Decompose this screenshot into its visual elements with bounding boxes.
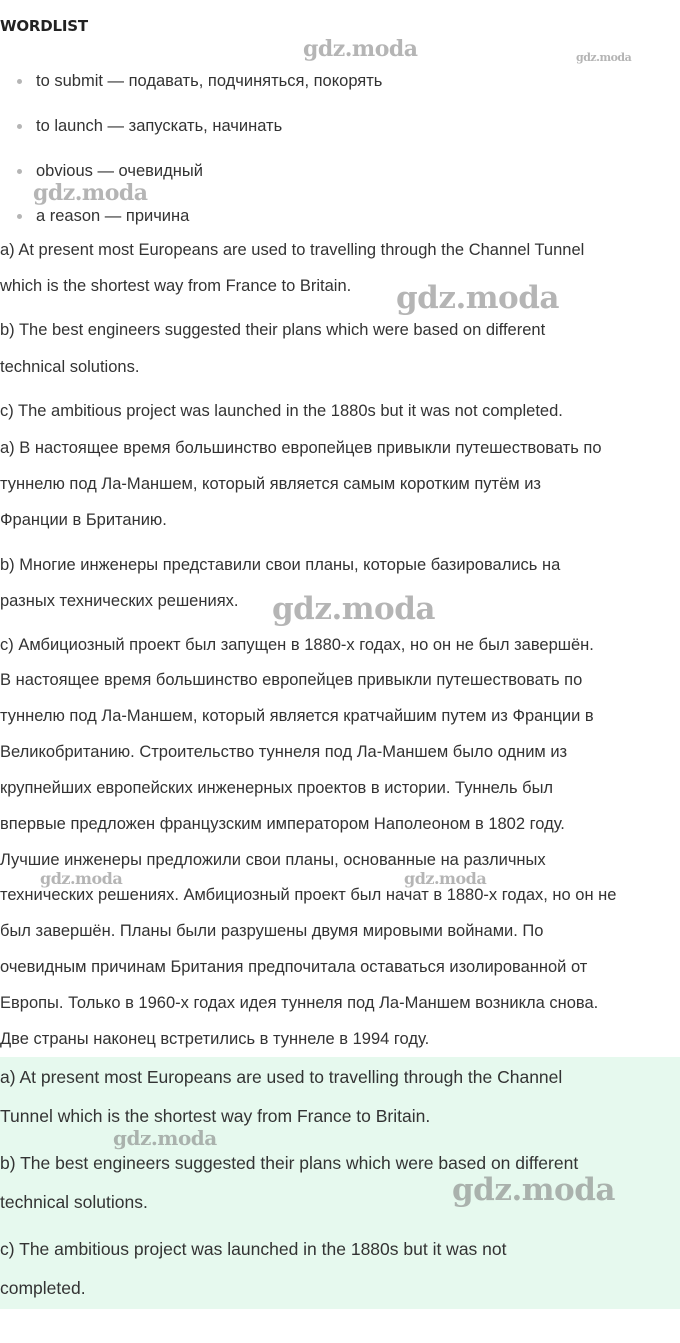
text-line: туннелю под Ла-Маншем, который является самым коротким путём из: [0, 475, 541, 494]
text-line: очевидным причинам Британия предпочитала оставаться изолированной от: [0, 958, 588, 977]
text-line: c) The ambitious project was launched in the 1880s but it was not: [0, 1239, 507, 1259]
text-line: В настоящее время большинство европейцев привыкли путешествовать по: [0, 671, 583, 689]
watermark: gdz.moda: [40, 869, 123, 888]
watermark: gdz.moda: [303, 36, 418, 62]
sentence-b: [0, 312, 680, 384]
text-line: b) Многие инженеры представили свои планы, которые базировались на: [0, 555, 561, 574]
answer-b: [0, 1144, 680, 1221]
text-line: Европы. Только в 1960-х годах идея туннеля под Ла-Маншем возникла снова.: [0, 994, 599, 1013]
bullet-icon: [17, 79, 22, 84]
text-line: b) The best engineers suggested their plans which were based on different: [0, 1153, 579, 1173]
russian-translation: [0, 430, 680, 663]
text-line: был завершён. Планы были разрушены двумя мировыми войнами. По: [0, 922, 544, 941]
translation-b: [0, 547, 680, 619]
answer-box: [0, 1057, 680, 1309]
text-line: Две страны наконец встретились в туннеле в 1994 году.: [0, 1030, 430, 1049]
text-line: Лучшие инженеры предложили свои планы, основанные на различных: [0, 850, 546, 869]
text-line: Франции в Британию.: [0, 511, 167, 530]
translation-a: [0, 430, 680, 539]
watermark: gdz.moda: [113, 1126, 217, 1150]
answer-content: [0, 1058, 680, 1307]
wordlist-item-text: to submit — подавать, подчиняться, покорять: [36, 72, 383, 90]
text-line: c) The ambitious project was launched in the 1880s but it was not completed.: [0, 401, 563, 420]
text-line: Tunnel which is the shortest way from France to Britain.: [0, 1105, 431, 1126]
text-line: which is the shortest way from France to Britain.: [0, 277, 352, 296]
watermark: gdz.moda: [576, 51, 632, 64]
text-line: b) The best engineers suggested their plans which were based on different: [0, 321, 546, 340]
watermark: gdz.moda: [272, 591, 435, 627]
watermark: gdz.moda: [33, 180, 148, 206]
bullet-icon: [17, 169, 22, 174]
wordlist-item-text: to launch — запускать, начинать: [36, 117, 283, 135]
wordlist-item-text: a reason — причина: [36, 207, 190, 225]
text-line: Великобританию. Строительство туннеля под Ла-Маншем было одним из: [0, 742, 568, 761]
text-line: technical solutions.: [0, 357, 140, 376]
answer-c: [0, 1230, 680, 1307]
text-line: a) At present most Europeans are used to travelling through the Channel Tunnel: [0, 241, 585, 259]
answer-a: [0, 1058, 680, 1135]
text-line: a) В настоящее время большинство европейцев привыкли путешествовать по: [0, 439, 602, 457]
watermark: gdz.moda: [396, 280, 559, 316]
translation-c: [0, 627, 680, 663]
text-line: впервые предложен французским императором Наполеоном в 1802 году.: [0, 814, 565, 833]
watermark: gdz.moda: [404, 869, 487, 888]
text-line: c) Амбициозный проект был запущен в 1880-х годах, но он не был завершён.: [0, 636, 594, 655]
sentence-c: [0, 393, 680, 429]
text-paragraph: [0, 663, 680, 1058]
text-line: a) At present most Europeans are used to travelling through the Channel: [0, 1067, 563, 1087]
bullet-icon: [17, 214, 22, 219]
text-line: крупнейших европейских инженерных проектов в истории. Туннель был: [0, 778, 554, 797]
watermark: gdz.moda: [452, 1172, 615, 1208]
russian-text: [0, 663, 680, 1058]
text-line: технических решениях. Амбициозный проект был начат в 1880-х годах, но он не: [0, 886, 617, 905]
bullet-icon: [17, 124, 22, 129]
sentence-a: [0, 232, 680, 304]
wordlist-heading: WORDLIST: [0, 17, 88, 35]
text-line: technical solutions.: [0, 1191, 148, 1212]
wordlist-item-text: obvious — очевидный: [36, 162, 203, 180]
text-line: completed.: [0, 1277, 86, 1298]
text-line: туннелю под Ла-Маншем, который является кратчайшим путем из Франции в: [0, 706, 594, 725]
text-line: разных технических решениях.: [0, 591, 239, 610]
english-sentences: [0, 232, 680, 429]
